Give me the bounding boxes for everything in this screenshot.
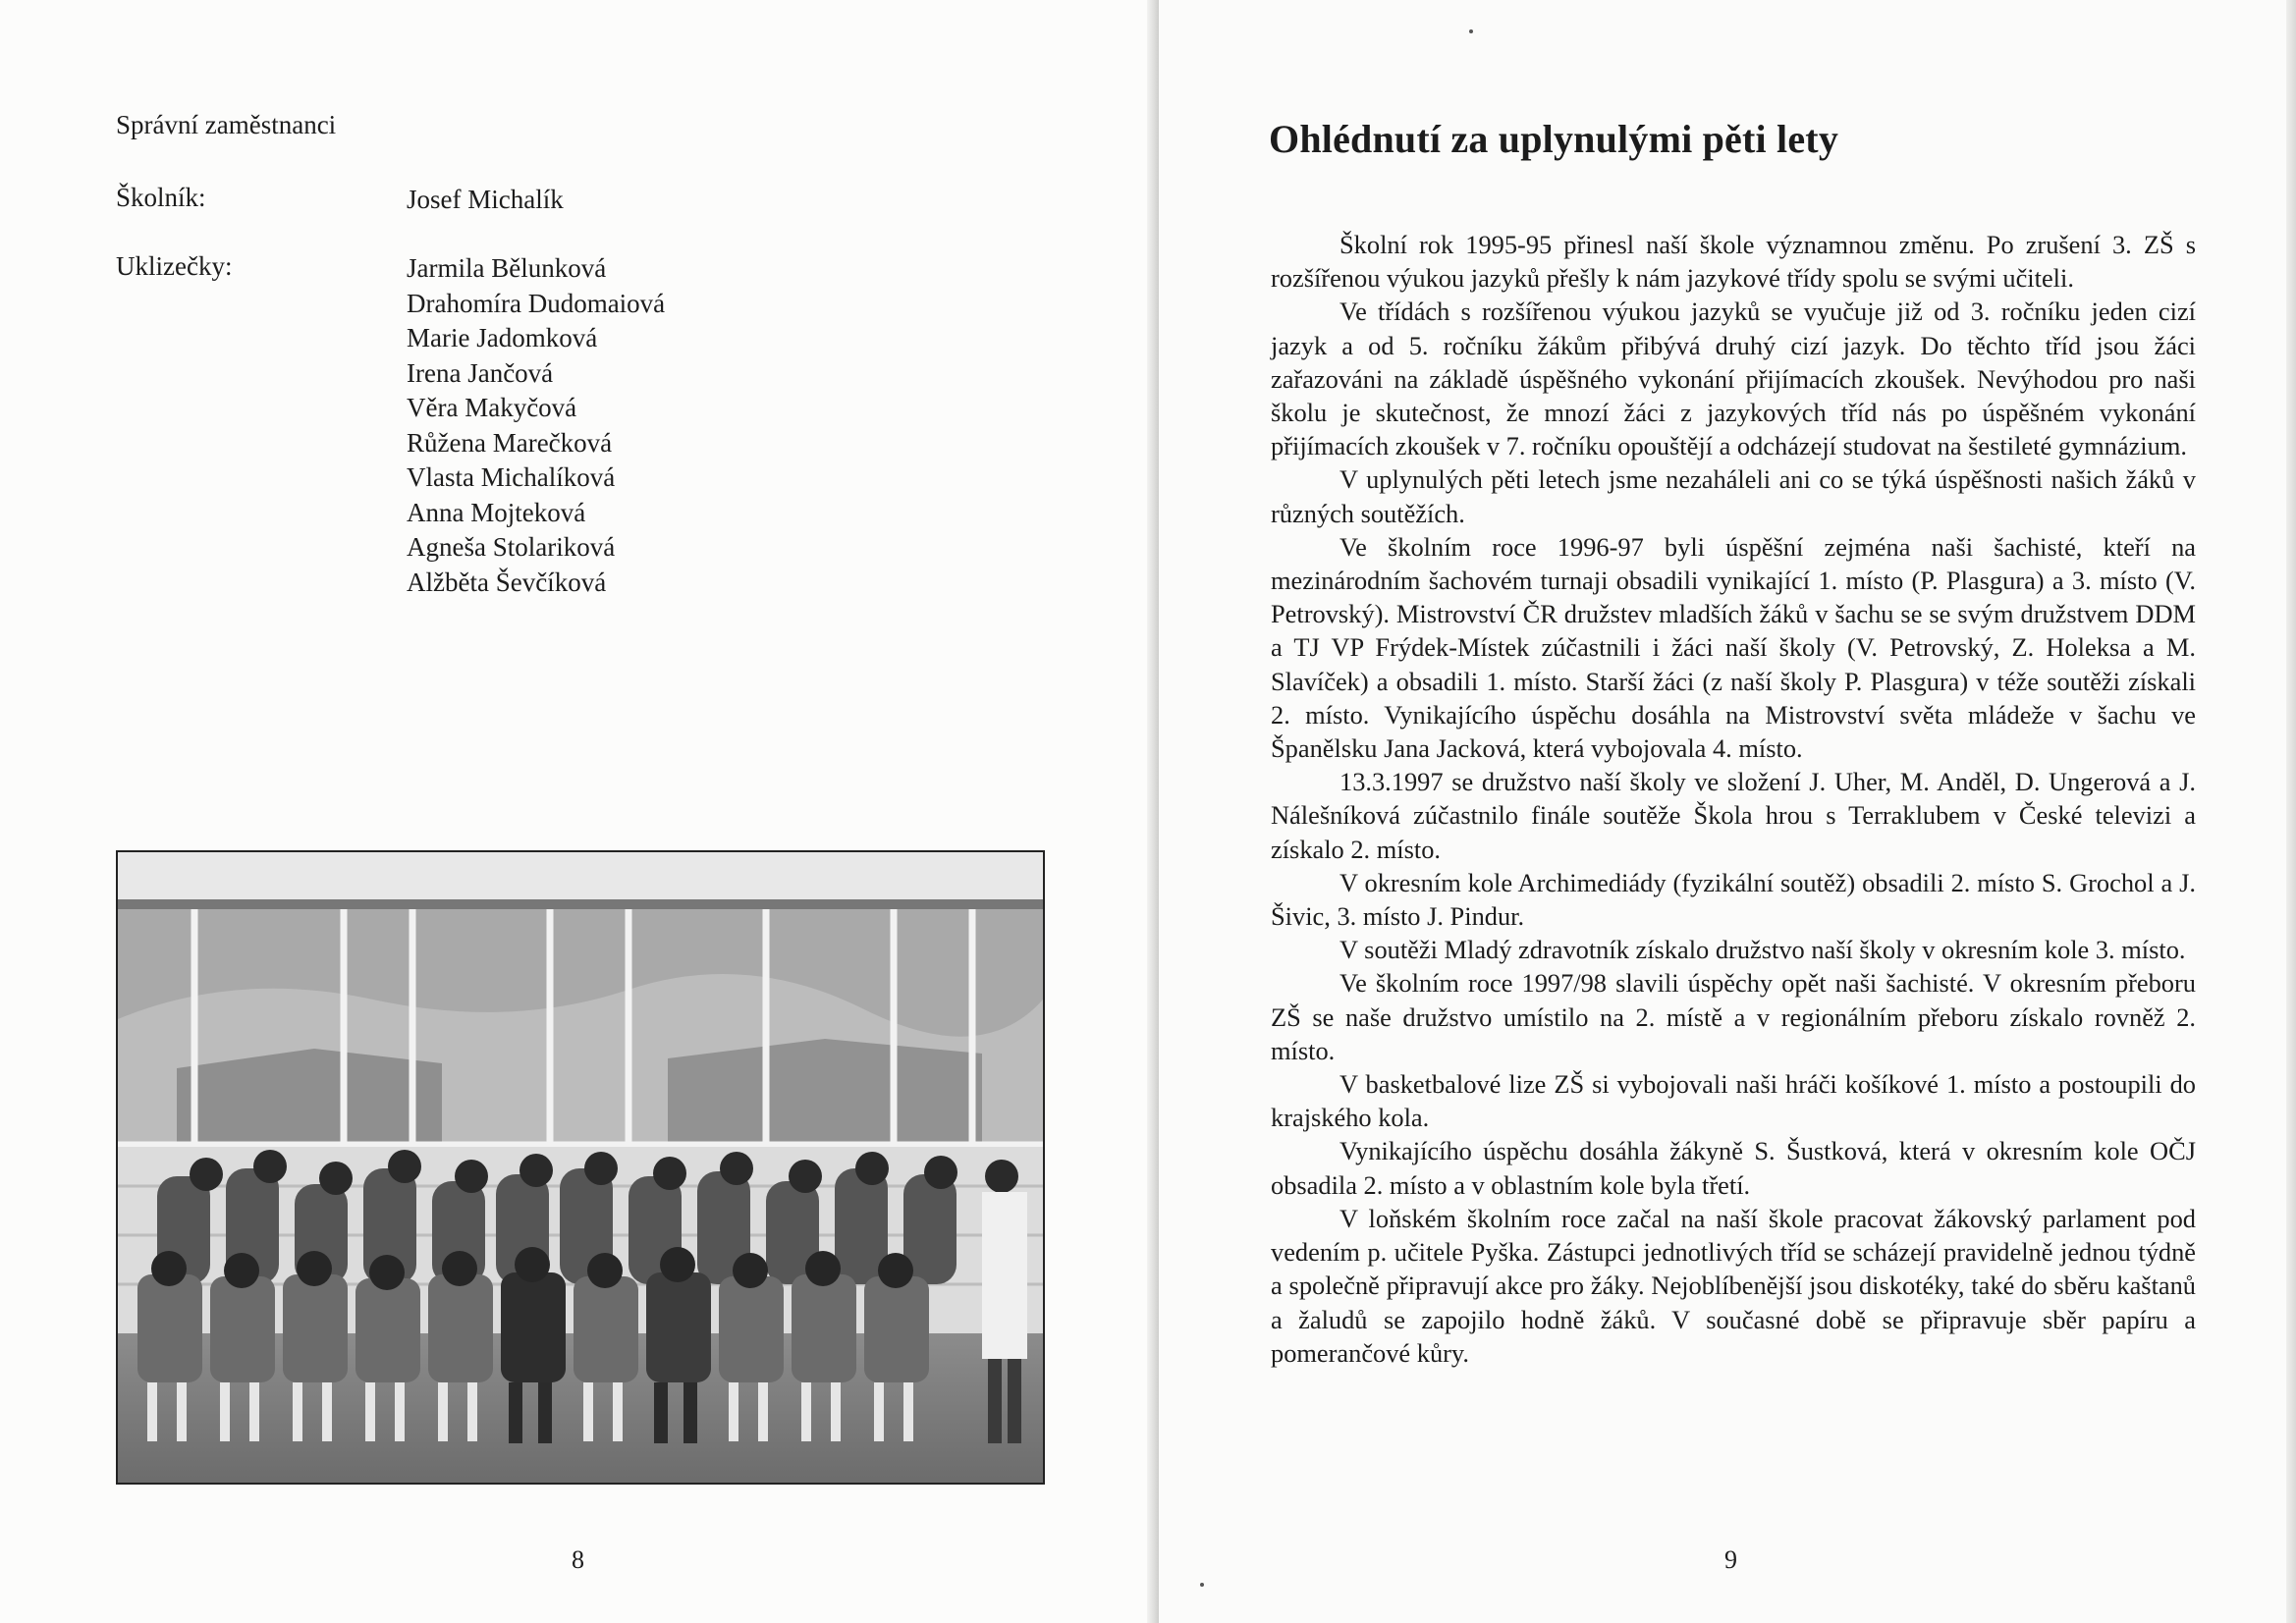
- cleaner-name: Růžena Marečková: [407, 427, 613, 458]
- page-number-right: 9: [1724, 1545, 1737, 1574]
- page-number-left: 8: [572, 1545, 584, 1574]
- cleaner-name: Anna Mojteková: [407, 497, 586, 527]
- cleaner-name: Drahomíra Dudomaiová: [407, 288, 666, 318]
- janitor-label: Školník:: [116, 183, 206, 212]
- article-paragraph: V soutěži Mladý zdravotník získalo družstvo naší školy v okresním kole 3. místo.: [1339, 935, 2186, 965]
- article-paragraph: 13.3.1997 se družstvo naší školy ve složení J. Uher, M. Anděl, D. Ungerová a J. Nálešníková zúčastnilo finále soutěže Škola hrou s Terraklubem v České televizi a získalo 2. místo.: [1271, 767, 2196, 864]
- article-paragraph: Ve školním roce 1996-97 byli úspěšní zejména naši šachisté, kteří na mezinárodním šachovém turnaji obsadili vynikající 1. místo (P. Plasgura) a 3. místo (V. Petrovský). Mistrovství ČR družstev mladších žáků v šachu se se svým družstvem DDM a TJ VP Frýdek-Místek zúčastnili i žáci naší školy (V. Petrovský, Z. Holeksa a M. Slavíček) a obsadili 1. místo. Starší žáci (z naší školy P. Plasgura) v téže soutěži získali 2. místo. Vynikajícího úspěchu dosáhla na Mistrovství světa mládeže v šachu ve Španělsku Jana Jacková, která vybojovala 4. místo.: [1271, 531, 2196, 764]
- scan-speck: [1469, 29, 1473, 33]
- group-photo-image: [118, 852, 1043, 1483]
- article-title: Ohlédnutí za uplynulými pěti lety: [1269, 117, 1839, 161]
- section-title: Správní zaměstnanci: [116, 110, 337, 139]
- janitor-name-list: [407, 183, 564, 218]
- cleaner-name: Irena Jančová: [407, 357, 554, 388]
- article-paragraph: V uplynulých pěti letech jsme nezaháleli ani co se týká úspěšnosti našich žáků v různých soutěžích.: [1271, 464, 2196, 528]
- cleaner-name: Marie Jadomková: [407, 323, 598, 352]
- staff-group-photo: [116, 850, 1045, 1485]
- article-paragraph: Ve školním roce 1997/98 slavili úspěchy opět naši šachisté. V okresním přeboru ZŠ se naše družstvo umístilo na 2. místě a v regionálním přeboru získalo rovněž 2. místo.: [1271, 968, 2196, 1065]
- article-paragraph: V basketbalové lize ZŠ si vybojovali naši hráči košíkové 1. místo a postoupili do krajského kola.: [1271, 1069, 2196, 1133]
- article-paragraph: Školní rok 1995-95 přinesl naší škole významnou změnu. Po zrušení 3. ZŠ s rozšířenou výukou jazyků přešly k nám jazykové třídy spolu se svými učiteli.: [1271, 230, 2196, 294]
- janitor-name: Josef Michalík: [407, 185, 564, 214]
- cleaner-name: Vlasta Michalíková: [407, 462, 616, 492]
- article-paragraph: V okresním kole Archimediády (fyzikální soutěž) obsadili 2. místo S. Grochol a J. Šivic, 3. místo J. Pindur.: [1271, 867, 2196, 932]
- scan-speck: [1200, 1583, 1204, 1587]
- article-paragraph: Ve třídách s rozšířenou výukou jazyků se vyučuje již od 3. ročníku jeden cizí jazyk a od 5. ročníku žákům přibývá druhý cizí jazyk. Do těchto tříd jsou žáci zařazováni na základě úspěšného vykonání přijímacích zkoušek. Nevýhodou pro naši školu je skutečnost, že mnozí žáci z jazykových tříd nás po úspěšném vykonání přijímacích zkoušek v 7. ročníku opouštějí a odcházejí studovat na šestileté gymnázium.: [1271, 297, 2196, 461]
- cleaners-name-list: [407, 251, 665, 600]
- article-paragraph: V loňském školním roce začal na naší škole pracovat žákovský parlament pod vedením p. učitele Pyška. Zástupci jednotlivých tříd se scházejí pravidelně jednou týdně a společně připravují akce pro žáky. Nejoblíbenější jsou diskotéky, také do sběru kaštanů a žaludů se zapojilo hodně žáků. V současné době se připravuje sběr papíru a pomerančové kůry.: [1271, 1203, 2196, 1368]
- article-paragraph: Vynikajícího úspěchu dosáhla žákyně S. Šustková, která v okresním kole OČJ obsadila 2. místo a v oblastním kole byla třetí.: [1271, 1136, 2196, 1200]
- cleaner-name: Jarmila Bělunková: [407, 253, 607, 283]
- article-body: [1271, 228, 2196, 1370]
- cleaners-label: Uklizečky:: [116, 251, 233, 281]
- cleaner-name: Alžběta Ševčíková: [407, 567, 607, 597]
- page-edge-shadow: [2286, 0, 2296, 1623]
- cleaner-name: Věra Makyčová: [407, 393, 577, 422]
- cleaner-name: Agneša Stolariková: [407, 532, 616, 562]
